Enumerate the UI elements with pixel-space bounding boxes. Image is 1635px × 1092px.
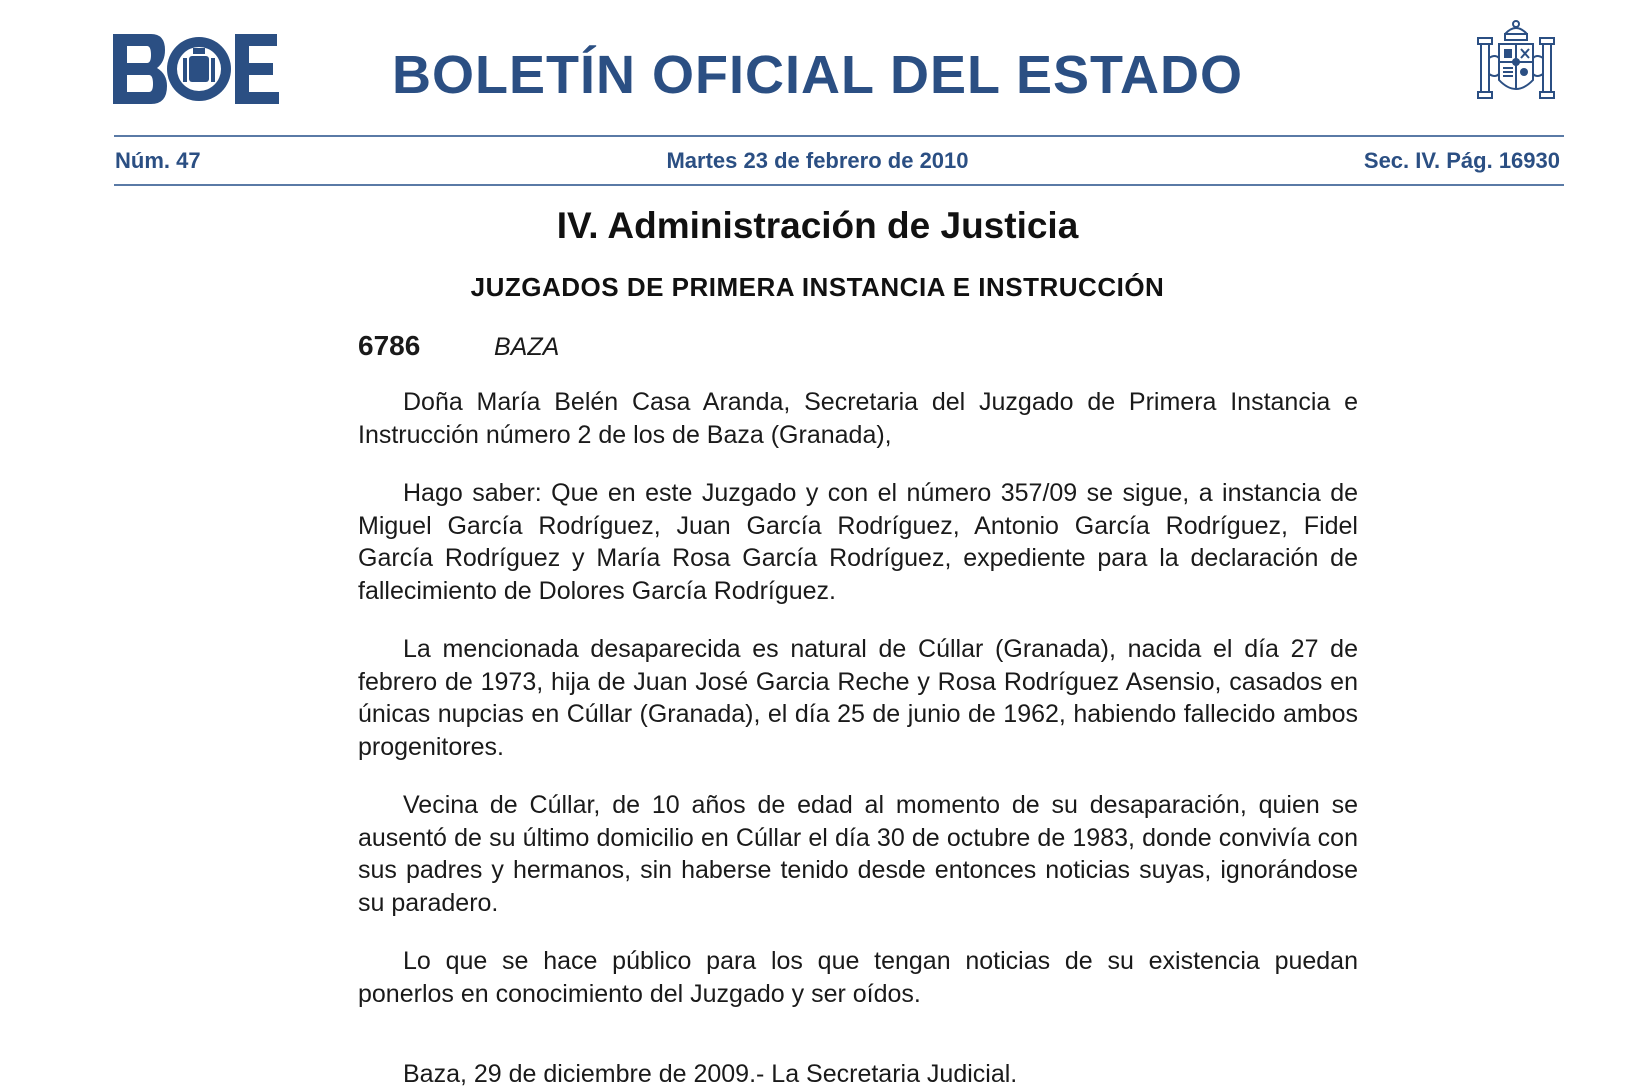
issue-date: Martes 23 de febrero de 2010 xyxy=(666,148,969,173)
header-bottom-rule xyxy=(114,184,1564,186)
paragraph: Hago saber: Que en este Juzgado y con el número 357/09 se sigue, a instancia de Miguel García Rodríguez, Juan García Rodríguez, Antonio García Rodríguez, Fidel García Rodríguez y María Rosa García Rodríguez, expediente para la declaración de fallecimiento de Dolores García Rodríguez. xyxy=(358,479,1358,605)
entry-place: BAZA xyxy=(494,333,560,361)
section-subtitle: JUZGADOS DE PRIMERA INSTANCIA E INSTRUCCIÓN xyxy=(470,272,1165,302)
signature-line: Baza, 29 de diciembre de 2009.- La Secretaria Judicial. xyxy=(403,1060,1018,1088)
paragraph: Vecina de Cúllar, de 10 años de edad al momento de su desaparación, quien se ausentó de su último domicilio en Cúllar el día 30 de octubre de 1983, donde convivía con sus padres y hermanos, sin haberse tenido desde entonces noticias suyas, ignorándose su paradero. xyxy=(358,791,1358,917)
gazette-title: BOLETÍN OFICIAL DEL ESTADO xyxy=(391,45,1244,105)
entry-number: 6786 xyxy=(358,330,421,361)
coat-of-arms-icon xyxy=(1475,18,1557,110)
paragraph: Lo que se hace público para los que tengan noticias de su existencia puedan ponerlos en conocimiento del Juzgado y ser oídos. xyxy=(358,947,1358,1008)
paragraph: La mencionada desaparecida es natural de Cúllar (Granada), nacida el día 27 de febrero de 1973, hija de Juan José Garcia Reche y Rosa Rodríguez Asensio, casados en únicas nupcias en Cúllar (Granada), el día 25 de junio de 1962, habiendo fallecido ambos progenitores. xyxy=(358,635,1358,761)
paragraph: Doña María Belén Casa Aranda, Secretaria del Juzgado de Primera Instancia e Instrucción número 2 de los de Baza (Granada), xyxy=(358,388,1358,449)
issue-number: Núm. 47 xyxy=(115,148,201,173)
section-page: Sec. IV. Pág. 16930 xyxy=(1363,148,1560,173)
section-title: IV. Administración de Justicia xyxy=(556,205,1079,246)
header-top-rule xyxy=(114,135,1564,137)
announcement-body xyxy=(358,386,1358,1036)
